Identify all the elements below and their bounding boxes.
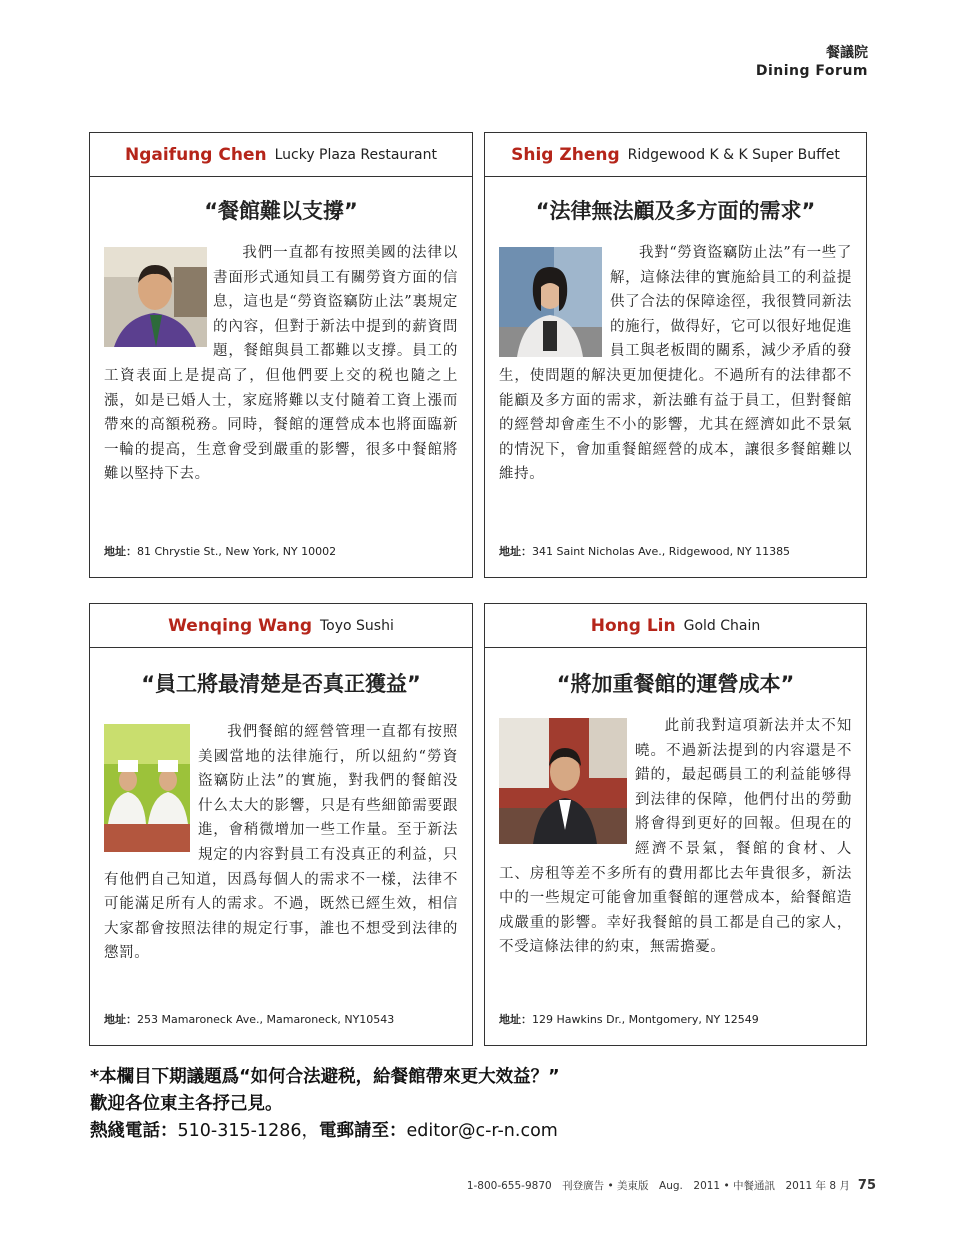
section-title-zh: 餐議院	[826, 45, 868, 61]
card-body	[104, 720, 458, 966]
restaurant-name: Lucky Plaza Restaurant	[274, 146, 437, 163]
card-quote: “餐館難以支撐”	[204, 199, 358, 223]
card-body	[499, 241, 852, 487]
forum-card-wang	[89, 603, 473, 1046]
forum-card-lin	[484, 603, 867, 1046]
forum-card-zheng	[484, 132, 867, 578]
address-label: 地址：	[104, 545, 137, 558]
card-header	[485, 133, 866, 177]
footer-text: 1-800-655-9870 刊登廣告 • 美東版 Aug. 2011 • 中餐通訊 2011 年 8 月	[466, 1180, 850, 1192]
card-body	[499, 714, 852, 960]
restaurant-name: Gold Chain	[683, 617, 761, 634]
card-quote: “將加重餐館的運營成本”	[556, 672, 795, 696]
card-header	[90, 133, 472, 177]
address-label: 地址：	[499, 545, 532, 558]
speaker-name: Ngaifung Chen	[124, 144, 267, 165]
card-body-text: 我們一直都有按照美國的法律以書面形式通知員工有關勞資方面的信息，這也是“勞資盜竊防止法”裏規定的內容，但對于新法中提到的薪資問題，餐館與員工都難以支撐。員工的工資表面上是提高了，但他們要上交的税也隨之上漲，如是已婚人士，家庭將難以支付隨着工資上漲而帶來的高額税務。同時，餐館的運營成本也將面臨新一輪的提高，生意會受到嚴重的影響，很多中餐館將難以堅持下去。	[104, 245, 458, 483]
address-value: 81 Chrystie St., New York, NY 10002	[137, 545, 337, 558]
card-address	[104, 543, 336, 559]
next-topic-notice	[90, 1064, 560, 1145]
hotline-phone: 510-315-1286，	[177, 1121, 319, 1141]
card-address	[499, 1011, 759, 1027]
portrait-photo	[104, 724, 190, 852]
page-header	[756, 44, 868, 80]
address-value: 253 Mamaroneck Ave., Mamaroneck, NY10543	[137, 1013, 395, 1026]
portrait-photo	[499, 718, 627, 844]
card-header	[485, 604, 866, 648]
email-address[interactable]: editor@c-r-n.com	[406, 1121, 558, 1141]
address-label: 地址：	[499, 1013, 532, 1026]
speaker-name: Wenqing Wang	[168, 615, 312, 636]
forum-card-chen	[89, 132, 473, 578]
email-label: 電郵請至：	[318, 1121, 407, 1141]
card-body-text: 我們餐館的經營管理一直都有按照美國當地的法律施行，所以紐約“勞資盜竊防止法”的實施，對我們的餐館没什么太大的影響，只是有些細節需要跟進，會稍微增加一些工作量。至于新法規定的内容對員工有没真正的利益，只有他們自己知道，因爲每個人的需求不一樣，法律不可能滿足所有人的需求。不過，既然已經生效，相信大家都會按照法律的規定行事，誰也不想受到法律的懲罰。	[104, 724, 458, 962]
card-header	[90, 604, 472, 648]
restaurant-name: Toyo Sushi	[320, 617, 394, 634]
address-value: 129 Hawkins Dr., Montgomery, NY 12549	[532, 1013, 759, 1026]
next-topic-line: *本欄目下期議題爲“如何合法避税，給餐館帶來更大效益？”	[90, 1067, 560, 1087]
page-number: 75	[857, 1178, 876, 1193]
portrait-photo	[104, 247, 207, 347]
portrait-photo	[499, 247, 602, 357]
welcome-line: 歡迎各位東主各抒己見。	[90, 1094, 283, 1114]
speaker-name: Shig Zheng	[511, 144, 620, 165]
card-quote: “法律無法顧及多方面的需求”	[535, 199, 816, 223]
contact-line	[90, 1118, 560, 1145]
address-value: 341 Saint Nicholas Ave., Ridgewood, NY 11385	[532, 545, 791, 558]
card-body-text: 此前我對這項新法并太不知曉。不過新法提到的内容還是不錯的，最起碼員工的利益能够得到法律的保障，他們付出的勞動將會得到更好的回報。但現在的經濟不景氣，餐館的食材、人工、房租等差不多所有的費用都比去年貴很多，新法中的一些規定可能會加重餐館的運營成本，給餐館造成嚴重的影響。幸好我餐館的員工都是自己的家人，不受這條法律的約束，無需擔憂。	[499, 718, 852, 956]
address-label: 地址：	[104, 1013, 137, 1026]
card-body	[104, 241, 458, 487]
card-quote: “員工將最清楚是否真正獲益”	[141, 672, 421, 696]
card-address	[499, 543, 790, 559]
speaker-name: Hong Lin	[590, 615, 676, 636]
section-title-en: Dining Forum	[755, 63, 868, 79]
page-footer	[467, 1178, 876, 1193]
restaurant-name: Ridgewood K & K Super Buffet	[627, 146, 840, 163]
card-body-text: 我對“勞資盜竊防止法”有一些了解，這條法律的實施給員工的利益提供了合法的保障途徑，我很贊同新法的施行，做得好，它可以很好地促進員工與老板間的關系，減少矛盾的發生，使問題的解決更加便捷化。不過所有的法律都不能顧及多方面的需求，新法雖有益于員工，但對餐館的經營却會產生不小的影響，尤其在經濟如此不景氣的情況下，會加重餐館經營的成本，讓很多餐館難以維持。	[499, 245, 852, 483]
hotline-label: 熱綫電話：	[90, 1121, 178, 1141]
card-address	[104, 1011, 394, 1027]
